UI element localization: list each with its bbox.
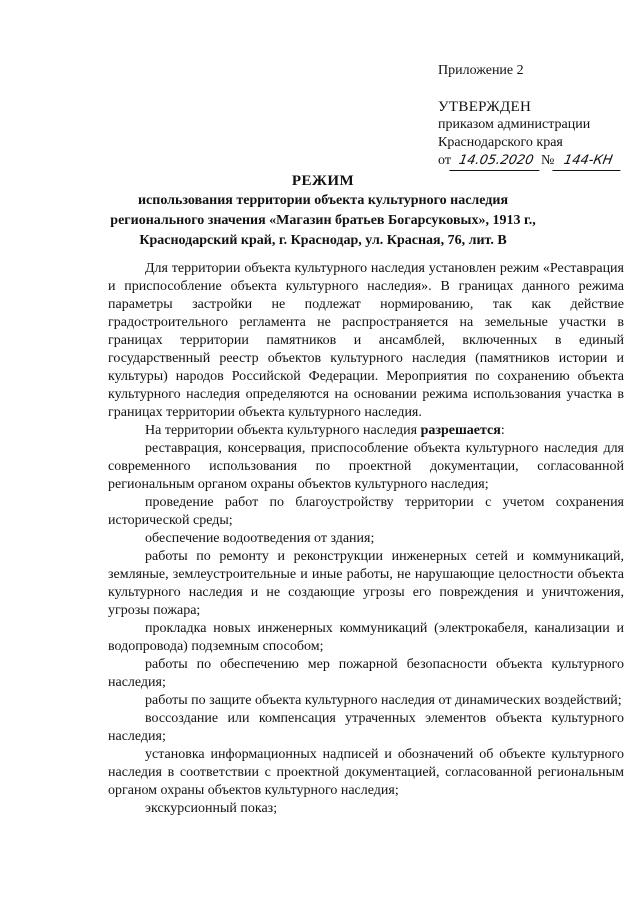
document-body — [108, 260, 624, 818]
title-main: РЕЖИМ — [291, 173, 355, 189]
intro-paragraph: Для территории объекта культурного наследия установлен режим «Реставрация и приспособление объекта культурного наследия». В границах данного режима параметры застройки не подлежат нормированию, так как действие градостроительного регламента не распространяется на земельные участки в границах территории памятников и ансамблей, включенных в единый государственный реестр объектов культурного наследия (памятников истории и культуры) народов Российской Федерации. Мероприятия по сохранению объекта культурного наследия определяются на основании режима использования участка в границах территории объекта культурного наследия. — [108, 261, 624, 420]
allowed-suffix: : — [500, 423, 505, 438]
list-item: реставрация, консервация, приспособление объекта культурного наследия для современного использования по проектной документации, согласованной региональным органом охраны объектов культурного наследия; — [108, 441, 624, 492]
order-line-1: приказом администрации — [438, 117, 591, 132]
list-item: прокладка новых инженерных коммуникаций (электрокабеля, канализации и водопровода) подземным способом; — [108, 621, 624, 654]
document-title — [108, 171, 538, 251]
handwritten-number: 144-КН — [553, 152, 624, 171]
title-line-2: регионального значения «Магазин братьев Богарсуковых», 1913 г., — [110, 213, 536, 228]
handwritten-date: 14.05.2020 — [449, 152, 542, 171]
order-date-number-line — [438, 152, 622, 171]
list-item: работы по обеспечению мер пожарной безопасности объекта культурного наследия; — [108, 657, 624, 690]
list-item: работы по ремонту и реконструкции инженерных сетей и коммуникаций, земляные, землеустроительные и иные работы, не нарушающие целостности объекта культурного наследия и не создающие угрозы его повреждения и уничтожения, угрозы пожара; — [108, 549, 624, 618]
order-line-2: Краснодарского края — [438, 135, 563, 150]
allowed-keyword: разрешается — [420, 423, 501, 438]
list-item: обеспечение водоотведения от здания; — [145, 531, 375, 546]
list-item: экскурсионный показ; — [145, 801, 278, 816]
title-line-3: Краснодарский край, г. Краснодар, ул. Красная, 76, лит. В — [139, 233, 507, 248]
list-item: воссоздание или компенсация утраченных элементов объекта культурного наследия; — [108, 711, 624, 744]
title-line-1: использования территории объекта культурного наследия — [137, 193, 509, 208]
list-item: проведение работ по благоустройству территории с учетом сохранения исторической среды; — [108, 495, 624, 528]
number-prefix: № — [540, 153, 555, 168]
date-prefix: от — [438, 153, 451, 168]
appendix-label: Приложение 2 — [438, 63, 524, 78]
approved-heading: УТВЕРЖДЕН — [438, 99, 532, 115]
approval-block — [438, 62, 622, 171]
allowed-heading — [108, 422, 624, 440]
allowed-prefix: На территории объекта культурного наследия — [145, 423, 421, 438]
list-item: работы по защите объекта культурного наследия от динамических воздействий; — [145, 693, 622, 708]
list-item: установка информационных надписей и обозначений об объекте культурного наследия в соответствии с проектной документацией, согласованной региональным органом охраны объектов культурного наследия; — [108, 747, 624, 798]
